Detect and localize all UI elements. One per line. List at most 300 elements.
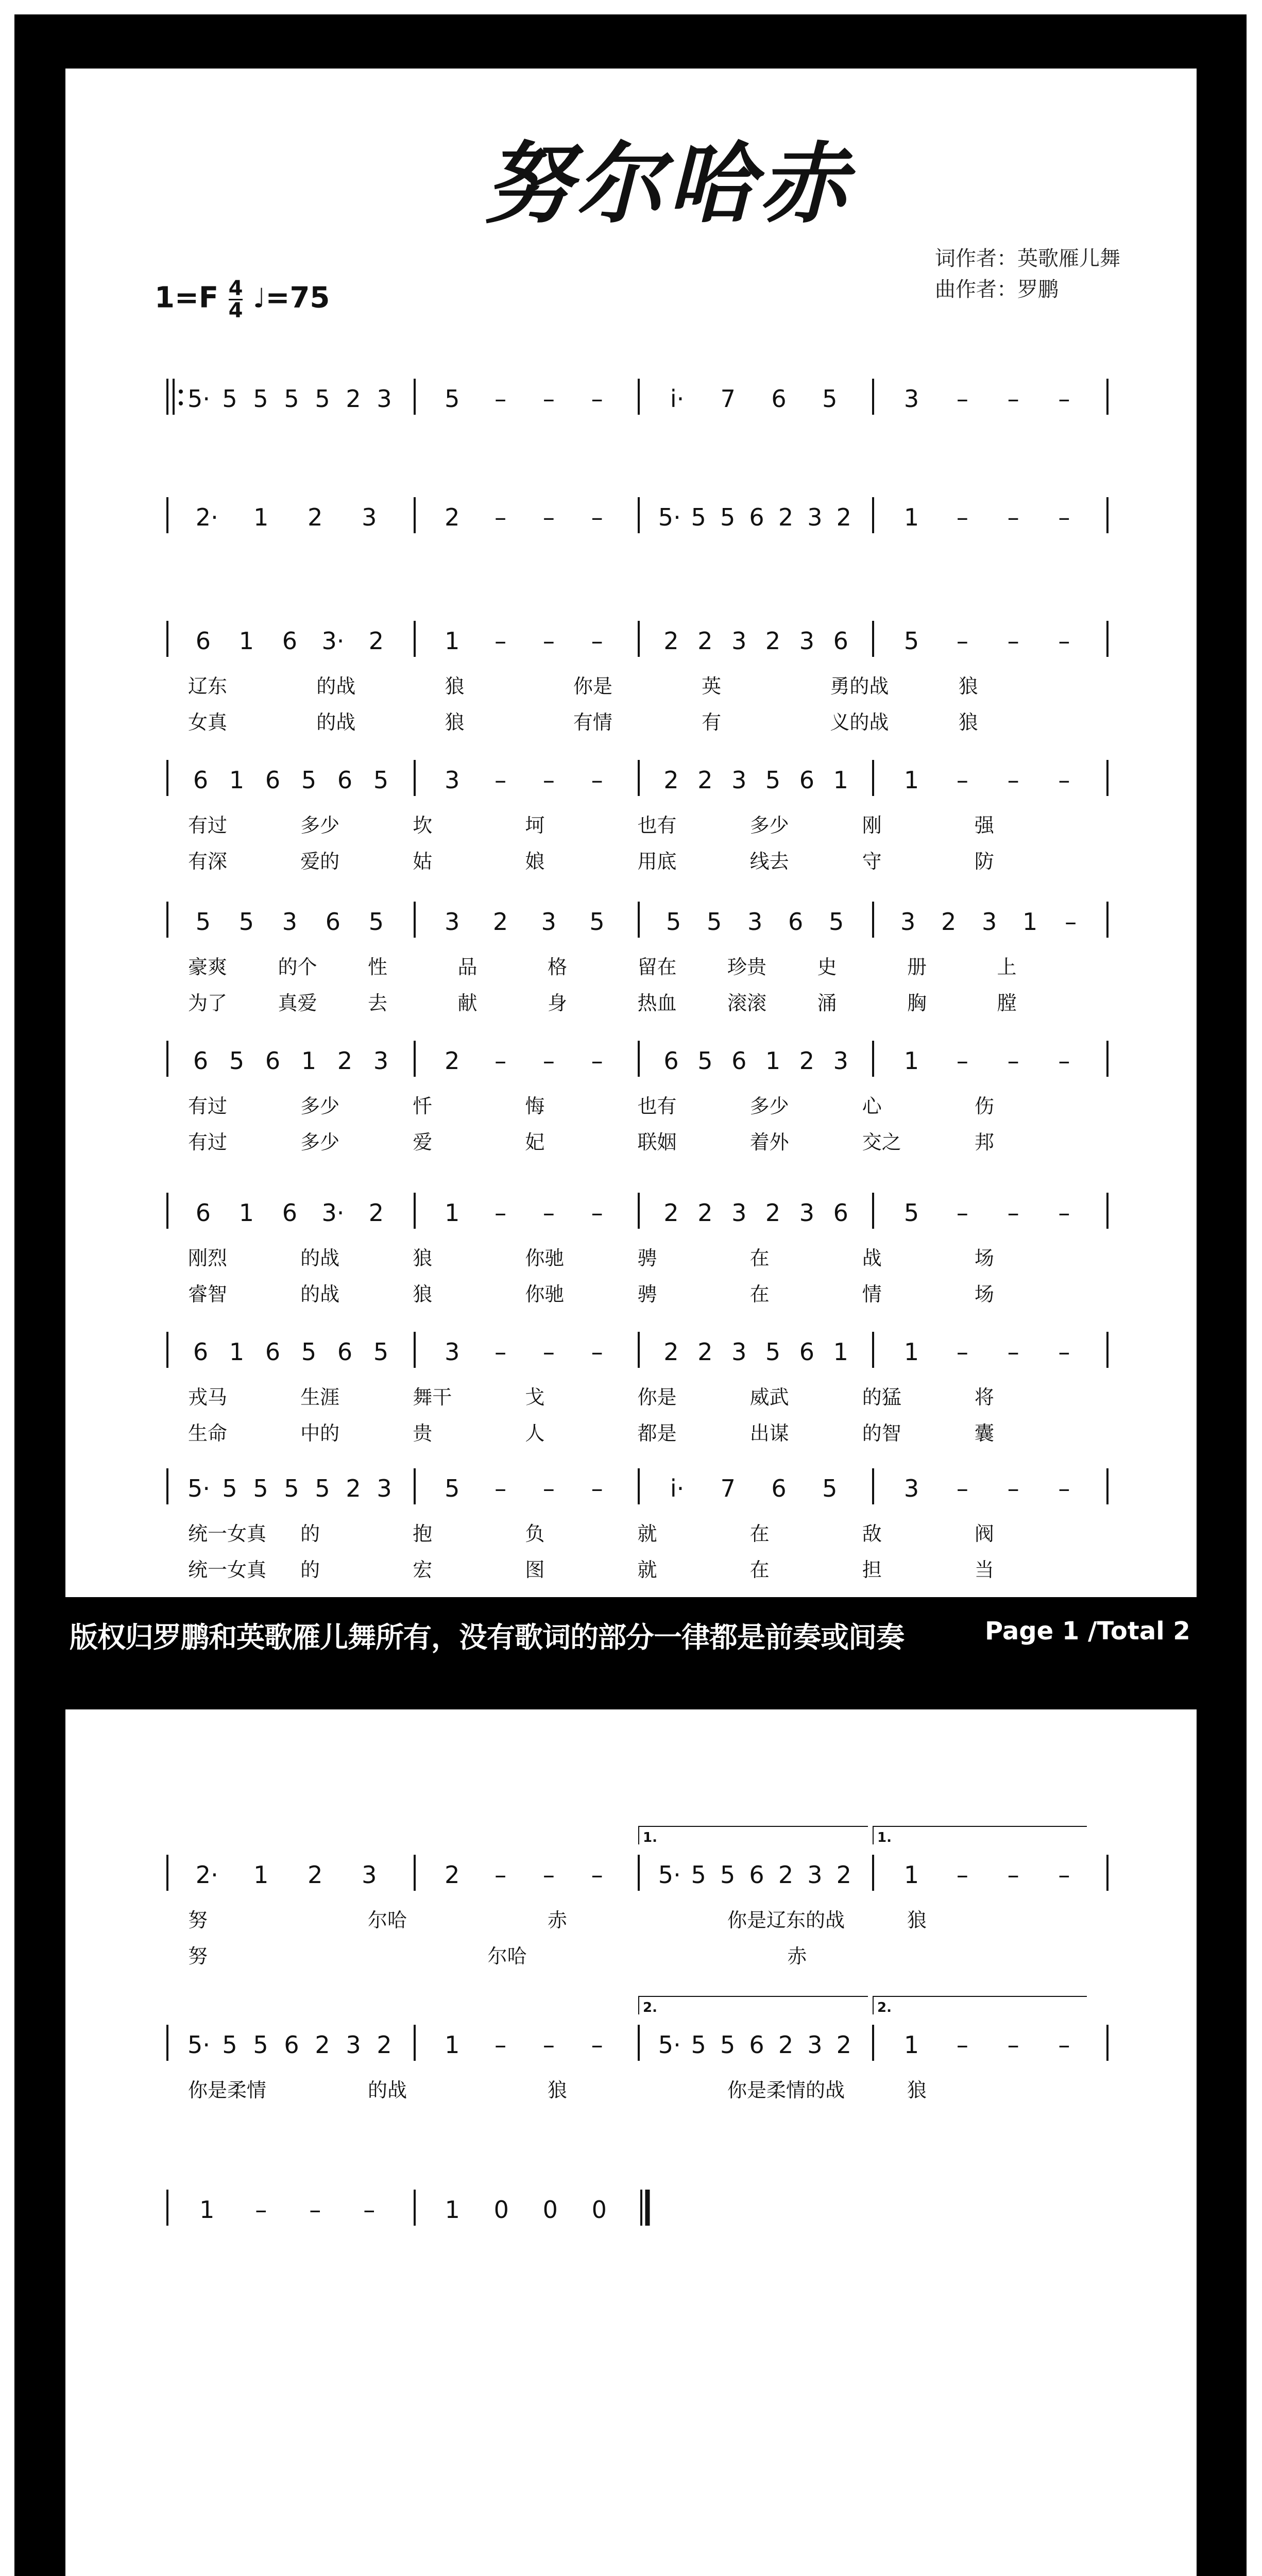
note: –	[1058, 503, 1070, 531]
lyric-word: 努	[188, 1945, 208, 1968]
note: 3	[731, 766, 747, 794]
lyric-word: 的战	[316, 711, 356, 734]
lyric-word: 狼	[413, 1283, 433, 1306]
lyric-word: 线去	[749, 850, 789, 873]
note: 2	[765, 627, 781, 655]
note: 2	[836, 1861, 851, 1889]
lyric-word: 爱	[413, 1131, 433, 1154]
note: 6	[265, 1047, 281, 1075]
note: 6	[265, 766, 281, 794]
note: 5	[373, 1338, 389, 1366]
note: 5	[253, 2031, 268, 2059]
lyric-word: 当	[974, 1558, 994, 1581]
note: 1	[1022, 908, 1038, 936]
note: –	[494, 1475, 507, 1502]
note: –	[1058, 1861, 1070, 1889]
note: –	[494, 1047, 507, 1075]
note: 2	[445, 1861, 460, 1889]
lyric-word: 你驰	[525, 1247, 565, 1269]
note: 3	[282, 908, 298, 936]
note: 5	[691, 1861, 706, 1889]
note: 6	[799, 766, 815, 794]
lyric-word: 有过	[188, 1131, 228, 1154]
note: 6	[325, 908, 341, 936]
note: –	[494, 503, 507, 531]
note: 5	[691, 2031, 706, 2059]
lyric-word: 也有	[637, 814, 677, 837]
note: 5	[903, 1199, 919, 1227]
note: 5	[222, 385, 237, 413]
time-signature-beats: 4	[228, 277, 243, 300]
note: 5	[720, 503, 736, 531]
lyric-word: 的战	[300, 1247, 340, 1269]
lyric-word: 妃	[525, 1131, 545, 1154]
note: 6	[282, 627, 298, 655]
note: –	[494, 1199, 507, 1227]
note: 2·	[195, 1861, 218, 1889]
lyric-word: 努	[188, 1909, 208, 1931]
lyric-word: 伤	[974, 1095, 994, 1117]
note: 2	[697, 627, 713, 655]
note: 1	[903, 1047, 919, 1075]
lyric-word: 多少	[300, 814, 340, 837]
lyric-word: 你是	[573, 675, 612, 698]
volta-label: 1.	[643, 1830, 657, 1845]
note: i·	[670, 385, 685, 413]
lyric-word: 你是辽东的战	[727, 1909, 845, 1931]
note: 5	[445, 1475, 460, 1502]
note: 5·	[658, 503, 681, 531]
note: 5	[301, 1338, 317, 1366]
lyric-word: 有深	[188, 850, 228, 873]
note: 1	[445, 1199, 460, 1227]
note: 2	[697, 766, 713, 794]
note: –	[542, 766, 555, 794]
note: 1	[445, 2031, 460, 2059]
lyric-word: 有过	[188, 814, 228, 837]
lyric-word: 热血	[637, 992, 677, 1014]
note: 5	[829, 908, 844, 936]
lyric-word: 狼	[445, 711, 465, 734]
note: 3	[445, 908, 460, 936]
note: –	[1007, 385, 1019, 413]
volta-bracket	[639, 1826, 868, 1844]
note: 3	[807, 1861, 823, 1889]
note: 3	[900, 908, 916, 936]
note: –	[956, 1199, 968, 1227]
note: 7	[720, 385, 736, 413]
lyric-word: 刚烈	[188, 1247, 228, 1269]
note: 3	[362, 503, 377, 531]
note: 2	[697, 1338, 713, 1366]
note: –	[1058, 385, 1070, 413]
lyric-word: 册	[907, 956, 927, 978]
lyric-word: 多少	[749, 1095, 789, 1117]
volta-label: 2.	[643, 2000, 657, 2015]
note: 6	[833, 627, 848, 655]
note: 5	[691, 503, 706, 531]
lyric-word: 多少	[300, 1131, 340, 1154]
note: 2	[368, 627, 384, 655]
note: –	[956, 503, 968, 531]
note: 5	[445, 385, 460, 413]
note: 5·	[187, 2031, 210, 2059]
note: 6	[193, 1047, 209, 1075]
lyric-word: 守	[862, 850, 882, 873]
note: 3	[833, 1047, 848, 1075]
lyric-word: 担	[862, 1558, 882, 1581]
song-title: 努尔哈赤	[484, 132, 851, 235]
note: i·	[670, 1475, 685, 1502]
lyric-word: 上	[997, 956, 1017, 978]
lyric-word: 辽东	[188, 675, 228, 698]
lyric-word: 用底	[637, 850, 677, 873]
note: –	[542, 1199, 555, 1227]
note: 1	[229, 1338, 245, 1366]
note: 7	[720, 1475, 736, 1502]
lyric-word: 场	[974, 1283, 994, 1306]
lyric-word: 戎马	[188, 1386, 228, 1409]
lyric-word: 生涯	[300, 1386, 340, 1409]
lyric-word: 的猛	[862, 1386, 901, 1409]
note: 3	[731, 627, 747, 655]
note: 1	[903, 1861, 919, 1889]
lyric-word: 赤	[548, 1909, 568, 1931]
lyric-word: 有	[702, 711, 722, 734]
lyric-word: 敌	[862, 1522, 882, 1545]
note: 6	[833, 1199, 848, 1227]
key-signature: 1=F	[155, 281, 219, 315]
lyric-word: 睿智	[188, 1283, 228, 1306]
note: 5·	[658, 1861, 681, 1889]
note: 1	[238, 627, 254, 655]
note: 1	[765, 1047, 781, 1075]
note: –	[1007, 1861, 1019, 1889]
lyric-word: 你是柔情	[188, 2079, 267, 2102]
lyric-word: 的	[300, 1558, 320, 1581]
note: –	[591, 1475, 603, 1502]
note: 2	[836, 503, 851, 531]
lyric-word: 滚滚	[727, 992, 767, 1014]
note: 1	[903, 2031, 919, 2059]
note: –	[1058, 1475, 1070, 1502]
note: 2	[778, 1861, 794, 1889]
note: 5	[765, 766, 781, 794]
lyric-word: 豪爽	[188, 956, 228, 978]
note: 5	[720, 2031, 736, 2059]
lyric-word: 将	[974, 1386, 994, 1409]
note: 1	[903, 766, 919, 794]
lyric-word: 的智	[862, 1422, 901, 1445]
lyric-word: 尔哈	[487, 1945, 527, 1968]
note: –	[591, 385, 603, 413]
lyric-word: 情	[862, 1283, 882, 1306]
note: 3	[377, 1475, 392, 1502]
note: 5	[284, 385, 299, 413]
note: 2	[836, 2031, 851, 2059]
lyric-word: 真爱	[278, 992, 317, 1014]
lyric-word: 在	[749, 1247, 770, 1269]
note: –	[1007, 503, 1019, 531]
note: –	[956, 1338, 968, 1366]
lyric-word: 多少	[749, 814, 789, 837]
note: 3	[373, 1047, 389, 1075]
note: 6	[788, 908, 804, 936]
lyric-word: 身	[548, 992, 568, 1014]
note: 3	[807, 503, 823, 531]
note: 2	[337, 1047, 353, 1075]
note: –	[1058, 627, 1070, 655]
lyric-word: 人	[525, 1422, 545, 1445]
note: 5	[253, 385, 268, 413]
lyric-word: 你驰	[525, 1283, 565, 1306]
note: 3	[807, 2031, 823, 2059]
note: 1	[445, 2196, 460, 2224]
note: –	[309, 2196, 321, 2224]
lyric-word: 献	[457, 992, 477, 1014]
note: 3	[445, 1338, 460, 1366]
lyric-word: 赤	[787, 1945, 807, 1968]
note: –	[1007, 1199, 1019, 1227]
note: 2	[308, 1861, 323, 1889]
note: 5	[253, 1475, 268, 1502]
note: –	[956, 1475, 968, 1502]
note: –	[1058, 1047, 1070, 1075]
note: 5	[368, 908, 384, 936]
note: –	[956, 2031, 968, 2059]
note: 2	[445, 1047, 460, 1075]
note: –	[591, 1047, 603, 1075]
lyric-word: 尔哈	[368, 1909, 407, 1931]
lyric-word: 囊	[974, 1422, 994, 1445]
note: 1	[301, 1047, 317, 1075]
note: –	[1065, 908, 1077, 936]
note: 2	[663, 627, 679, 655]
note: 1	[833, 766, 848, 794]
lyric-word: 有情	[573, 711, 612, 734]
note: 3	[445, 766, 460, 794]
note: 3	[541, 908, 556, 936]
note: 3	[799, 627, 815, 655]
note: 2·	[195, 503, 218, 531]
lyric-word: 爱的	[300, 850, 340, 873]
note: 5	[238, 908, 254, 936]
note: –	[1058, 2031, 1070, 2059]
note: 5	[822, 385, 838, 413]
note: 2	[778, 2031, 794, 2059]
lyric-word: 悔	[525, 1095, 545, 1117]
note: –	[591, 766, 603, 794]
note: 1	[199, 2196, 215, 2224]
lyric-word: 狼	[413, 1247, 433, 1269]
lyric-word: 骋	[637, 1283, 657, 1306]
note: 6	[284, 2031, 299, 2059]
note: 2	[308, 503, 323, 531]
note: 5	[822, 1475, 838, 1502]
note: 5	[315, 385, 330, 413]
note: –	[591, 2031, 603, 2059]
note: 6	[731, 1047, 747, 1075]
lyric-word: 女真	[188, 711, 228, 734]
lyric-word: 珍贵	[727, 956, 767, 978]
note: 6	[337, 1338, 353, 1366]
note: 5	[373, 766, 389, 794]
note: 1	[238, 1199, 254, 1227]
lyric-word: 史	[817, 956, 837, 978]
note: –	[1007, 627, 1019, 655]
lyric-word: 狼	[548, 2079, 568, 2102]
note: 5	[222, 2031, 237, 2059]
lyric-word: 品	[457, 956, 477, 978]
lyric-word: 的个	[278, 956, 317, 978]
note: 5	[589, 908, 605, 936]
note: 5	[720, 1861, 736, 1889]
lyric-word: 舞干	[413, 1386, 452, 1409]
lyric-word: 狼	[907, 2079, 927, 2102]
note: 5·	[187, 1475, 210, 1502]
lyric-word: 你是	[637, 1386, 677, 1409]
lyric-word: 英	[702, 675, 722, 698]
lyric-word: 统一女真	[188, 1558, 267, 1581]
lyric-word: 狼	[445, 675, 465, 698]
note: 6	[799, 1338, 815, 1366]
note: 2	[346, 1475, 361, 1502]
note: 6	[749, 1861, 764, 1889]
note: 5	[222, 1475, 237, 1502]
lyric-word: 为了	[188, 992, 228, 1014]
note: 6	[193, 1338, 209, 1366]
note: 1	[229, 766, 245, 794]
note: –	[494, 627, 507, 655]
repeat-dot	[179, 389, 183, 394]
lyric-word: 负	[525, 1522, 545, 1545]
lyric-word: 姑	[413, 850, 433, 873]
note: –	[542, 1475, 555, 1502]
note: –	[494, 1338, 507, 1366]
note: 0	[591, 2196, 607, 2224]
lyric-word: 防	[974, 850, 994, 873]
volta-bracket	[873, 1826, 1087, 1844]
note: –	[1007, 766, 1019, 794]
lyric-word: 在	[749, 1522, 770, 1545]
lyric-word: 去	[368, 992, 388, 1014]
note: –	[956, 1861, 968, 1889]
lyric-word: 勇的战	[830, 675, 889, 698]
note: 2	[492, 908, 508, 936]
note: –	[542, 1338, 555, 1366]
lyric-word: 刚	[862, 814, 882, 837]
lyric-word: 狼	[907, 1909, 927, 1931]
lyric-word: 涌	[817, 992, 837, 1014]
note: 2	[697, 1199, 713, 1227]
note: –	[591, 1861, 603, 1889]
lyric-word: 留在	[637, 956, 677, 978]
note: –	[494, 385, 507, 413]
note: 5	[229, 1047, 245, 1075]
note: 2	[346, 385, 361, 413]
lyric-word: 也有	[637, 1095, 677, 1117]
lyric-word: 胸	[907, 992, 927, 1014]
lyric-word: 的战	[368, 2079, 407, 2102]
note: –	[1007, 1047, 1019, 1075]
lyric-word: 在	[749, 1558, 770, 1581]
note: –	[542, 1861, 555, 1889]
lyric-word: 义的战	[830, 711, 889, 734]
lyric-word: 统一女真	[188, 1522, 267, 1545]
volta-label: 1.	[877, 1830, 892, 1845]
lyric-word: 骋	[637, 1247, 657, 1269]
note: 3	[362, 1861, 377, 1889]
note: 1	[253, 1861, 269, 1889]
lyric-word: 场	[974, 1247, 994, 1269]
lyric-word: 的战	[316, 675, 356, 698]
lyric-word: 中的	[300, 1422, 340, 1445]
note: –	[542, 503, 555, 531]
lyric-word: 的战	[300, 1283, 340, 1306]
note: 6	[193, 766, 209, 794]
note: 1	[903, 1338, 919, 1366]
lyric-word: 膛	[997, 992, 1017, 1014]
lyric-word: 生命	[188, 1422, 228, 1445]
tempo: =75	[265, 281, 330, 315]
note: 1	[445, 627, 460, 655]
note: 1	[903, 503, 919, 531]
note: –	[494, 1861, 507, 1889]
note: 5	[765, 1338, 781, 1366]
note: 3·	[321, 627, 345, 655]
note: 5	[666, 908, 681, 936]
lyric-word: 忏	[413, 1095, 433, 1117]
note: 2	[368, 1199, 384, 1227]
lyric-word: 性	[368, 956, 388, 978]
note: 5	[284, 1475, 299, 1502]
note: 0	[493, 2196, 509, 2224]
note: 5	[315, 1475, 330, 1502]
note: 5	[301, 766, 317, 794]
copyright-notice: 版权归罗鹏和英歌雁儿舞所有，没有歌词的部分一律都是前奏或间奏	[70, 1621, 905, 1654]
note: –	[494, 2031, 507, 2059]
lyric-word: 交之	[862, 1131, 901, 1154]
note: 6	[771, 1475, 787, 1502]
note: 2	[663, 1338, 679, 1366]
note: 5	[903, 627, 919, 655]
composer-credit: 曲作者：罗鹏	[935, 278, 1059, 301]
note: –	[1007, 1475, 1019, 1502]
note: 6	[195, 1199, 211, 1227]
note: –	[494, 766, 507, 794]
lyric-word: 多少	[300, 1095, 340, 1117]
lyric-word: 阀	[974, 1522, 994, 1545]
note: 2	[663, 766, 679, 794]
note: 1	[253, 503, 269, 531]
note: 2	[445, 503, 460, 531]
note: –	[591, 1338, 603, 1366]
quarter-note-icon: ♩	[252, 283, 266, 314]
volta-bracket	[639, 1996, 868, 2014]
lyric-word: 狼	[958, 711, 978, 734]
note: –	[1058, 1338, 1070, 1366]
note: –	[1058, 766, 1070, 794]
note: 2	[663, 1199, 679, 1227]
lyric-word: 你是柔情的战	[727, 2079, 845, 2102]
note: 3	[747, 908, 763, 936]
note: –	[1007, 2031, 1019, 2059]
note: 3·	[321, 1199, 345, 1227]
lyric-word: 的	[300, 1522, 320, 1545]
note: 3	[903, 385, 919, 413]
lyric-word: 威武	[749, 1386, 789, 1409]
note: 3	[377, 385, 392, 413]
